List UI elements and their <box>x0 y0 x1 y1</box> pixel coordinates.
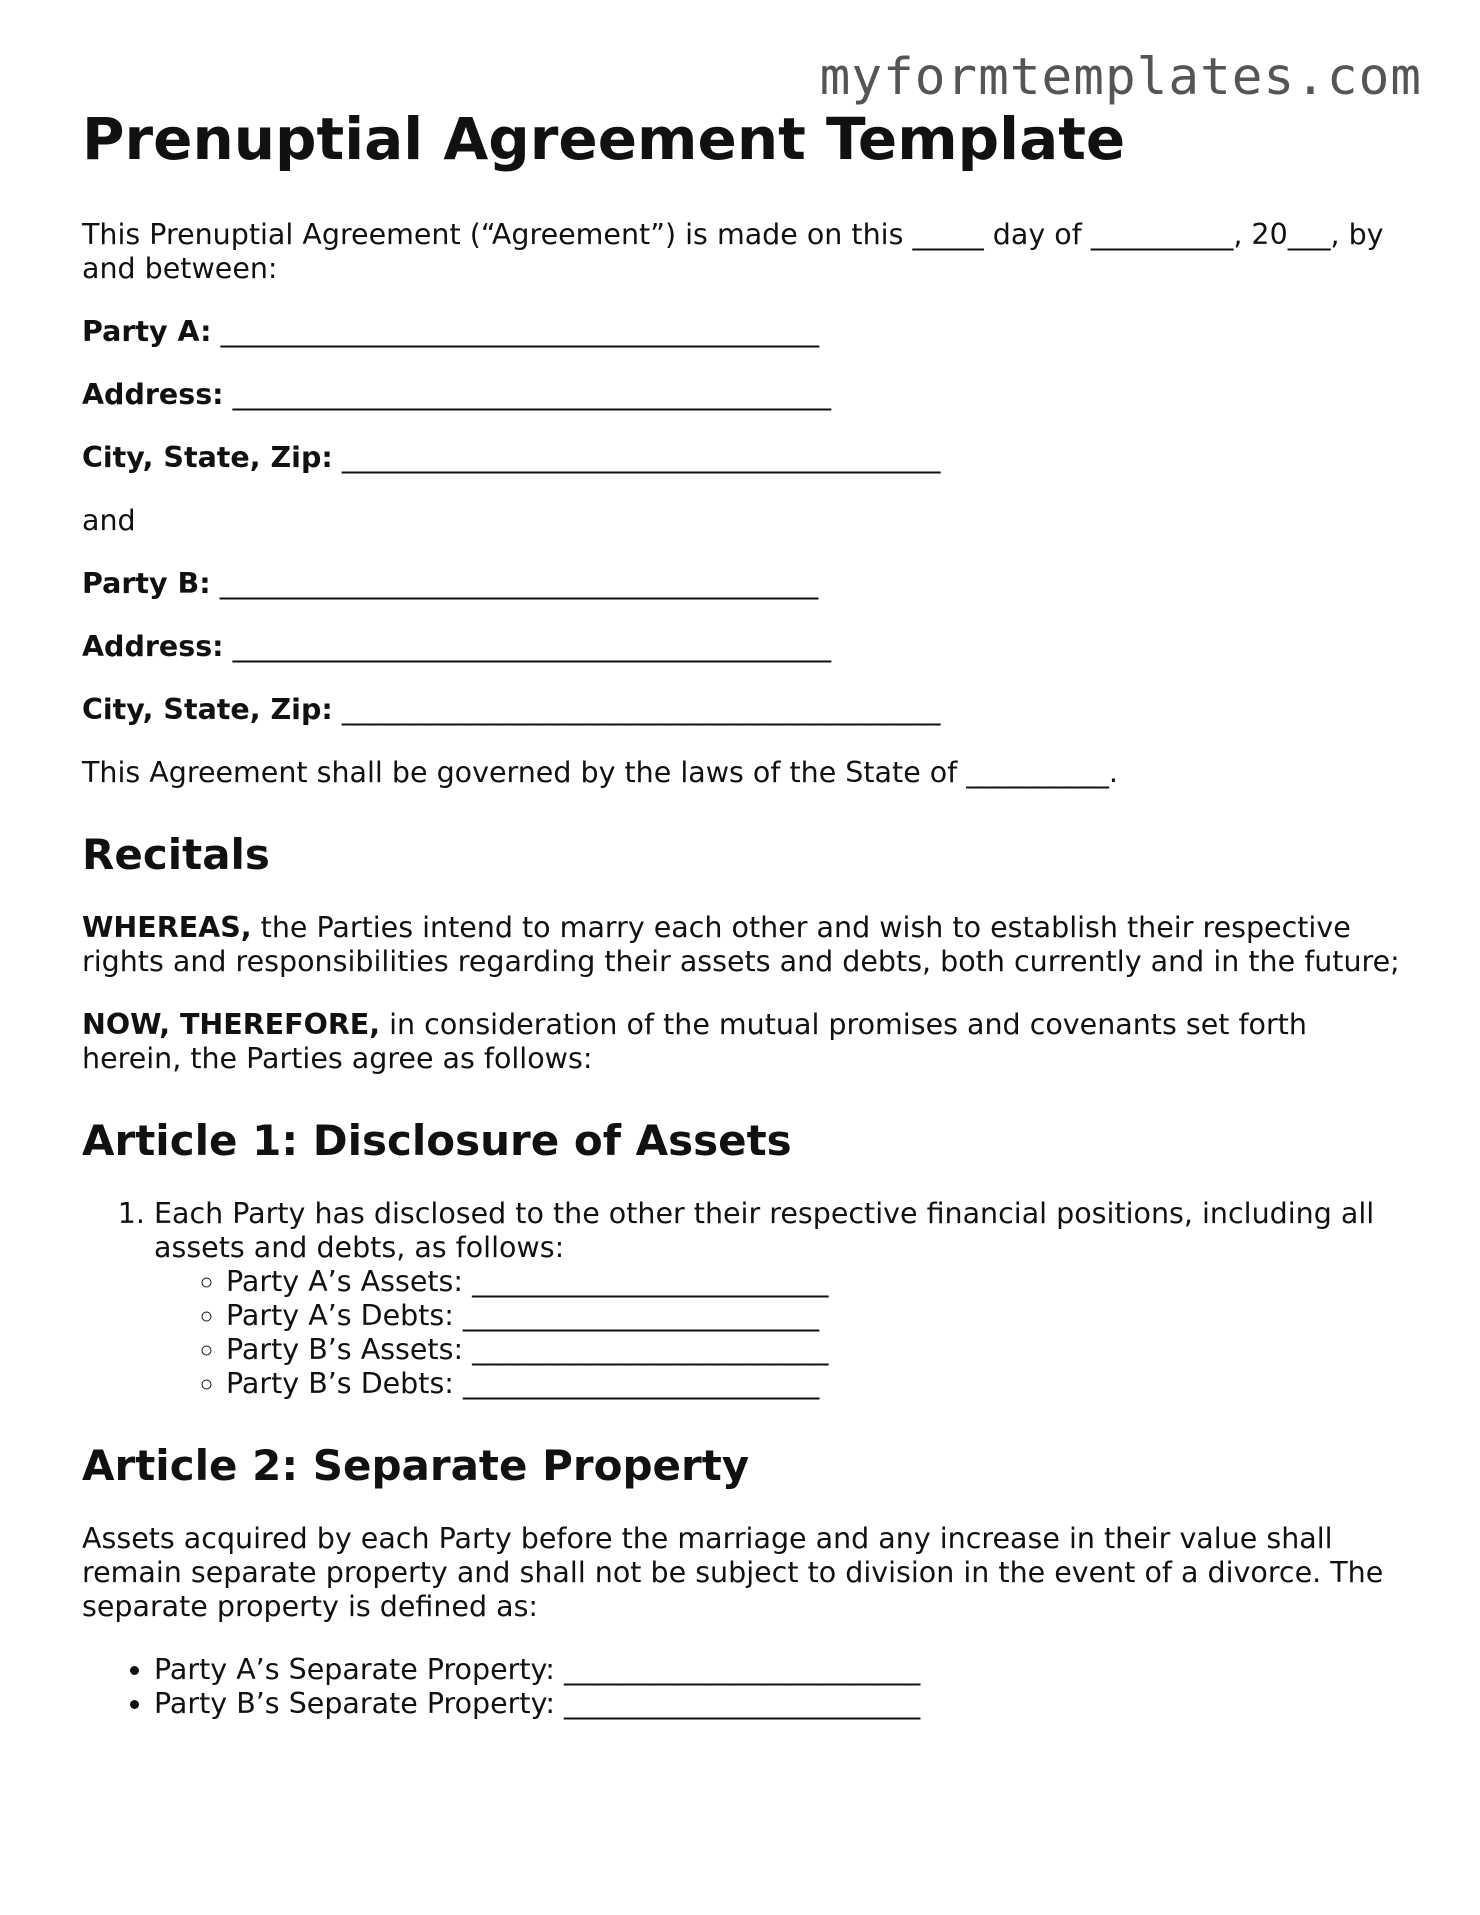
article-2-body: Assets acquired by each Party before the marriage and any increase in their value shall remain separate property and shall not be subject to division in the event of a divorce. The separate property is defined as: <box>82 1522 1384 1623</box>
party-b-address-field <box>82 630 1412 664</box>
whereas-text: the Parties intend to marry each other and wish to establish their respective rights and responsibilities regarding their assets and debts, both currently and in the future; <box>82 911 1400 978</box>
party-a-name-label: Party A: <box>82 315 212 348</box>
article-1-heading: Article 1: Disclosure of Assets <box>82 1116 792 1165</box>
governing-law-paragraph: This Agreement shall be governed by the laws of the State of __________. <box>82 756 1118 789</box>
article-1-sublist <box>154 1265 1412 1401</box>
list-item: ◦ Party A’s Assets: _________________________ <box>226 1265 1412 1299</box>
article-1-list <box>82 1197 1412 1401</box>
article-2-list <box>82 1653 1412 1721</box>
party-b-address-label: Address: <box>82 630 224 663</box>
site-watermark: myformtemplates.com <box>819 48 1422 107</box>
article-2-heading: Article 2: Separate Property <box>82 1441 750 1490</box>
party-b-address-blank: __________________________________________ <box>232 630 832 663</box>
party-a-city-label: City, State, Zip: <box>82 441 333 474</box>
list-item: ◦ Party B’s Assets: _________________________ <box>226 1333 1412 1367</box>
party-b-name-field <box>82 567 1412 601</box>
list-item: ◦ Party A’s Debts: _________________________ <box>226 1299 1412 1333</box>
party-a-address-field <box>82 378 1412 412</box>
now-therefore-lead: NOW, THEREFORE, <box>82 1008 381 1041</box>
whereas-paragraph <box>82 911 1412 979</box>
list-item: • Party A’s Separate Property: _________________________ <box>154 1653 1412 1687</box>
and-text: and <box>82 504 136 537</box>
list-item: ◦ Party B’s Debts: _________________________ <box>226 1367 1412 1401</box>
recitals-heading: Recitals <box>82 830 270 879</box>
now-therefore-text: in consideration of the mutual promises and covenants set forth herein, the Parties agree as follows: <box>82 1008 1307 1075</box>
party-b-city-label: City, State, Zip: <box>82 693 333 726</box>
party-b-city-blank: __________________________________________ <box>341 693 941 726</box>
party-a-city-field <box>82 441 1412 475</box>
list-item: • Party B’s Separate Property: _________________________ <box>154 1687 1412 1721</box>
party-a-city-blank: __________________________________________ <box>341 441 941 474</box>
party-a-address-label: Address: <box>82 378 224 411</box>
whereas-lead: WHEREAS, <box>82 911 252 944</box>
intro-paragraph: This Prenuptial Agreement (“Agreement”) is made on this _____ day of __________, 20___, by and between: <box>82 218 1384 285</box>
party-a-address-blank: __________________________________________ <box>232 378 832 411</box>
article-1-item-text: Each Party has disclosed to the other their respective financial positions, including all assets and debts, as follows: <box>154 1197 1375 1264</box>
party-a-name-field <box>82 315 1412 349</box>
party-b-city-field <box>82 693 1412 727</box>
page-title: Prenuptial Agreement Template <box>82 105 1126 173</box>
now-therefore-paragraph <box>82 1008 1412 1076</box>
list-item <box>154 1197 1412 1401</box>
party-b-name-blank: __________________________________________ <box>219 567 819 600</box>
document-page <box>82 104 1412 1721</box>
party-b-name-label: Party B: <box>82 567 211 600</box>
party-a-name-blank: __________________________________________ <box>220 315 820 348</box>
